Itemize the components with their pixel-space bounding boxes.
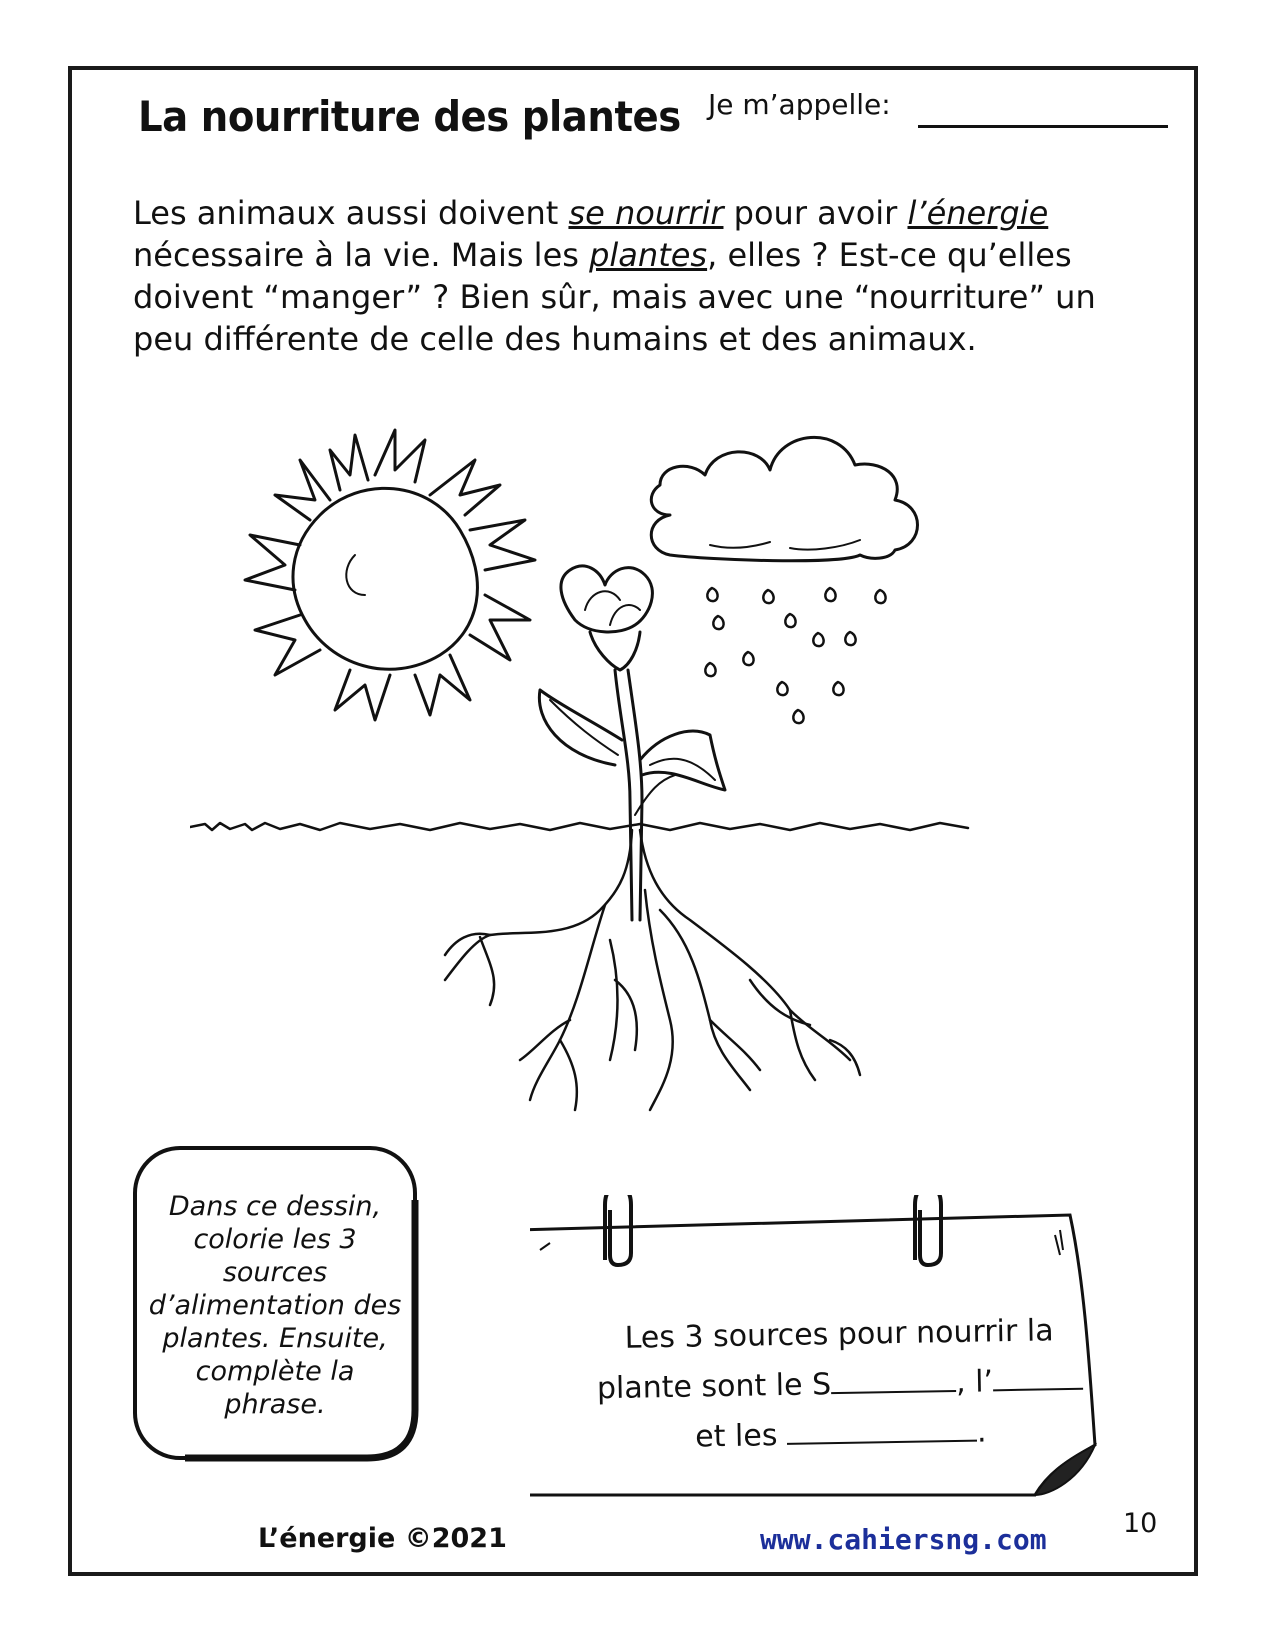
name-blank-line[interactable] — [918, 125, 1168, 128]
flower-drawing — [539, 566, 725, 920]
rain-drops — [705, 588, 885, 723]
name-label: Je m’appelle: — [708, 88, 891, 121]
sentence-line-2-mid: , l’ — [955, 1364, 994, 1400]
blank-eaux[interactable] — [787, 1414, 977, 1445]
sentence-line-3-suffix: . — [976, 1414, 987, 1450]
intro-emphasis-energie: l’énergie — [907, 194, 1049, 232]
sentence-line-3 — [570, 1405, 1111, 1464]
fill-in-sentence — [569, 1305, 1112, 1464]
ground-line — [190, 823, 968, 830]
sun-drawing — [245, 430, 535, 720]
intro-paragraph — [133, 192, 1133, 360]
blank-soleil[interactable] — [831, 1364, 956, 1394]
cloud-drawing — [651, 437, 917, 560]
instructions-text: Dans ce dessin, colorie les 3 sources d’alimentation des plantes. Ensuite, complète la phrase. — [148, 1191, 402, 1420]
intro-text-1: Les animaux aussi doivent — [133, 194, 569, 232]
page-title: La nourriture des plantes — [138, 92, 681, 141]
intro-text-4: , elles ? Est-ce qu’elles doivent “manger” ? Bien sûr, mais avec une “nourriture” un peu différente de celle des humains et des animaux. — [133, 236, 1096, 358]
intro-emphasis-se-nourrir: se nourrir — [568, 194, 724, 232]
instructions-box — [125, 1140, 425, 1470]
sentence-line-2 — [570, 1355, 1111, 1414]
sentence-line-2-prefix: plante sont le S — [596, 1367, 832, 1407]
sentence-line-3-prefix: et les — [694, 1418, 778, 1455]
intro-emphasis-plantes: plantes — [589, 236, 708, 274]
plant-illustration — [190, 420, 1040, 1150]
sentence-line-1: Les 3 sources pour nourrir la — [624, 1313, 1054, 1356]
blank-air[interactable] — [993, 1362, 1083, 1392]
roots-drawing — [445, 830, 860, 1110]
answer-card — [530, 1195, 1150, 1525]
intro-text-3: nécessaire à la vie. Mais les — [133, 236, 590, 274]
footer-website-link[interactable]: www.cahiersng.com — [760, 1523, 1047, 1556]
page-number: 10 — [1123, 1508, 1158, 1539]
intro-text-2: pour avoir — [723, 194, 908, 232]
footer-copyright: L’énergie ©2021 — [258, 1523, 507, 1554]
